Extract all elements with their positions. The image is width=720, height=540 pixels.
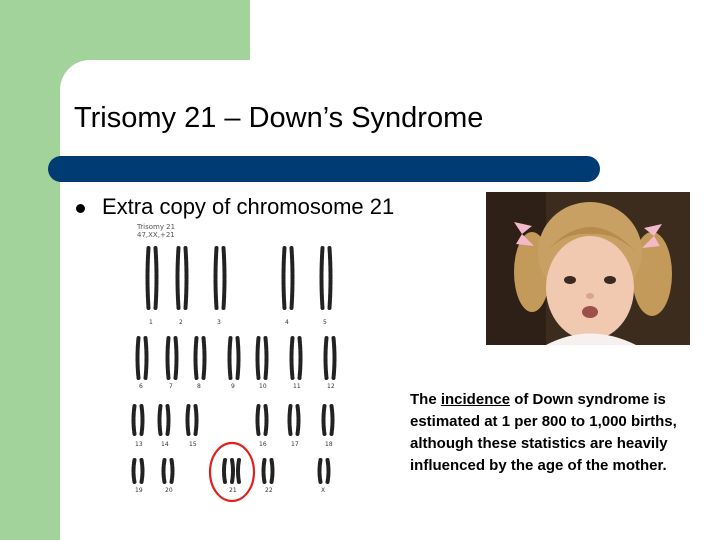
chromosome-label: 20 bbox=[165, 487, 173, 494]
chromosome bbox=[142, 406, 143, 434]
chromosome bbox=[320, 460, 321, 482]
chromosome-label: 11 bbox=[293, 383, 301, 390]
chromosome bbox=[328, 460, 329, 482]
chromosome bbox=[322, 248, 323, 308]
chromosome bbox=[216, 248, 217, 308]
chromosome bbox=[164, 460, 165, 482]
chromosome-label: 12 bbox=[327, 383, 335, 390]
chromosome bbox=[196, 338, 197, 378]
child-photo bbox=[486, 192, 690, 345]
chromosome-label: 16 bbox=[259, 441, 267, 448]
chromosome bbox=[292, 338, 293, 378]
chromosome bbox=[188, 406, 189, 434]
chromosome bbox=[330, 248, 331, 308]
chromosome-label: 21 bbox=[229, 487, 237, 494]
chromosome bbox=[230, 338, 231, 378]
chromosome bbox=[148, 248, 149, 308]
chromosome bbox=[168, 406, 169, 434]
chromosome bbox=[266, 406, 267, 434]
chromosome-label: 4 bbox=[285, 319, 289, 326]
chromosome-label: 10 bbox=[259, 383, 267, 390]
chromosome bbox=[264, 460, 265, 482]
chromosome bbox=[196, 406, 197, 434]
chromosome bbox=[160, 406, 161, 434]
chromosome bbox=[258, 406, 259, 434]
chromosome-label: 5 bbox=[323, 319, 327, 326]
slide-title: Trisomy 21 – Down’s Syndrome bbox=[74, 102, 484, 134]
incidence-link[interactable]: incidence bbox=[440, 391, 511, 408]
chromosome bbox=[292, 248, 293, 308]
chromosome-label: 8 bbox=[197, 383, 201, 390]
chromosome bbox=[224, 248, 225, 308]
chromosome-label: 13 bbox=[135, 441, 143, 448]
chromosome bbox=[232, 460, 233, 482]
chromosome-label: 3 bbox=[217, 319, 221, 326]
chromosome bbox=[186, 248, 187, 308]
chromosome bbox=[326, 338, 327, 378]
note-text-start: The bbox=[410, 391, 441, 408]
bullet-icon bbox=[76, 204, 85, 213]
chromosome bbox=[324, 406, 325, 434]
chromosome bbox=[332, 406, 333, 434]
chromosome-label: 1 bbox=[149, 319, 153, 326]
chromosome bbox=[172, 460, 173, 482]
chromosome bbox=[142, 460, 143, 482]
chromosome-label: 9 bbox=[231, 383, 235, 390]
chromosome bbox=[134, 460, 135, 482]
karyotype-header-line: 47,XX,+21 bbox=[137, 231, 175, 239]
bullet-text: Extra copy of chromosome 21 bbox=[102, 194, 395, 219]
chromosome bbox=[146, 338, 147, 378]
chromosome bbox=[284, 248, 285, 308]
karyotype-image bbox=[122, 220, 362, 520]
chromosome bbox=[298, 406, 299, 434]
chromosome bbox=[334, 338, 335, 378]
chromosome bbox=[238, 460, 239, 482]
chromosome-label: 17 bbox=[291, 441, 299, 448]
chromosome bbox=[168, 338, 169, 378]
chromosome-label: 18 bbox=[325, 441, 333, 448]
chromosome bbox=[258, 338, 259, 378]
chromosome bbox=[300, 338, 301, 378]
chromosome bbox=[176, 338, 177, 378]
chromosome bbox=[272, 460, 273, 482]
chromosome bbox=[138, 338, 139, 378]
chromosome-label: 14 bbox=[161, 441, 169, 448]
chromosome-label: 7 bbox=[169, 383, 173, 390]
chromosome bbox=[156, 248, 157, 308]
chromosome-label: 19 bbox=[135, 487, 143, 494]
karyotype-header-line: Trisomy 21 bbox=[137, 223, 176, 231]
chromosome-label: 15 bbox=[189, 441, 197, 448]
chromosome bbox=[224, 460, 225, 482]
chromosome bbox=[134, 406, 135, 434]
chromosome bbox=[204, 338, 205, 378]
chromosome-label: X bbox=[321, 487, 326, 494]
chromosome bbox=[238, 338, 239, 378]
chromosome-label: 2 bbox=[179, 319, 183, 326]
incidence-note bbox=[410, 389, 690, 477]
chromosome bbox=[266, 338, 267, 378]
chromosome bbox=[178, 248, 179, 308]
title-underline-bar bbox=[48, 156, 600, 182]
chromosome bbox=[290, 406, 291, 434]
note-text-end: of Down syndrome is estimated at 1 per 800 to 1,000 births, although these statistics are heavily influenced by the age of the mother. bbox=[410, 391, 677, 474]
chromosome-label: 6 bbox=[139, 383, 143, 390]
chromosome-label: 22 bbox=[265, 487, 273, 494]
